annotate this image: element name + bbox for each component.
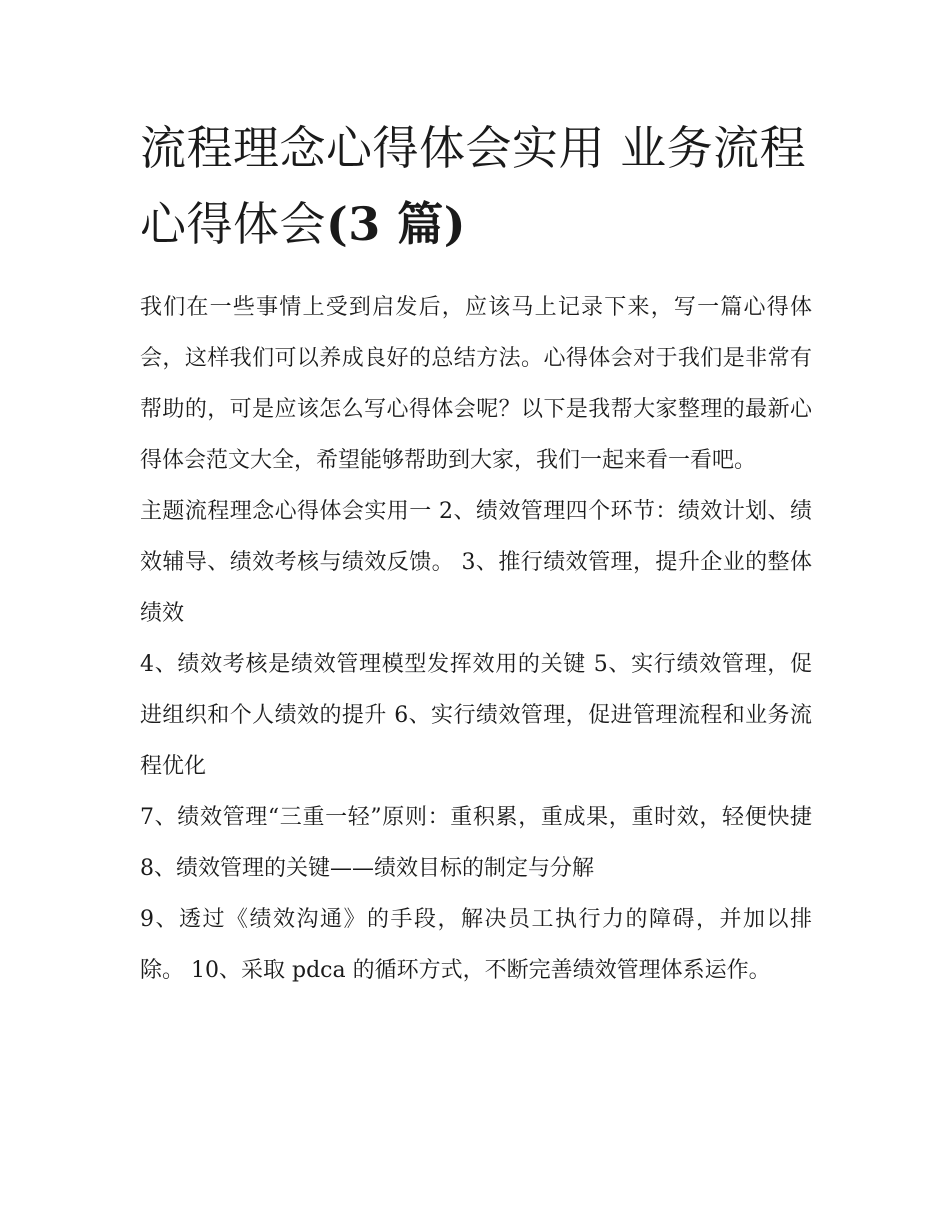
body-paragraph-4: 9、透过《绩效沟通》的手段，解决员工执行力的障碍，并加以排除。 10、采取 pdca 的循环方式，不断完善绩效管理体系运作。 <box>140 907 812 983</box>
body-paragraph-3: 7、绩效管理“三重一轻”原则：重积累，重成果，重时效，轻便快捷 8、绩效管理的关键——绩效目标的制定与分解 <box>140 805 812 881</box>
document-body <box>140 110 812 996</box>
body-paragraph-1: 主题流程理念心得体会实用一 2、绩效管理四个环节：绩效计划、绩效辅导、绩效考核与绩效反馈。 3、推行绩效管理，提升企业的整体绩效 <box>140 499 812 626</box>
intro-paragraph: 我们在一些事情上受到启发后，应该马上记录下来，写一篇心得体会，这样我们可以养成良好的总结方法。心得体会对于我们是非常有帮助的，可是应该怎么写心得体会呢？以下是我帮大家整理的最新心得体会范文大全，希望能够帮助到大家，我们一起来看一看吧。 <box>140 295 812 473</box>
document-title <box>140 110 812 262</box>
title-text: 流程理念心得体会实用 业务流程心得体会 <box>140 121 807 251</box>
title-count: (3 篇) <box>326 197 467 251</box>
body-paragraph-2: 4、绩效考核是绩效管理模型发挥效用的关键 5、实行绩效管理，促进组织和个人绩效的提升 6、实行绩效管理，促进管理流程和业务流程优化 <box>140 652 812 779</box>
